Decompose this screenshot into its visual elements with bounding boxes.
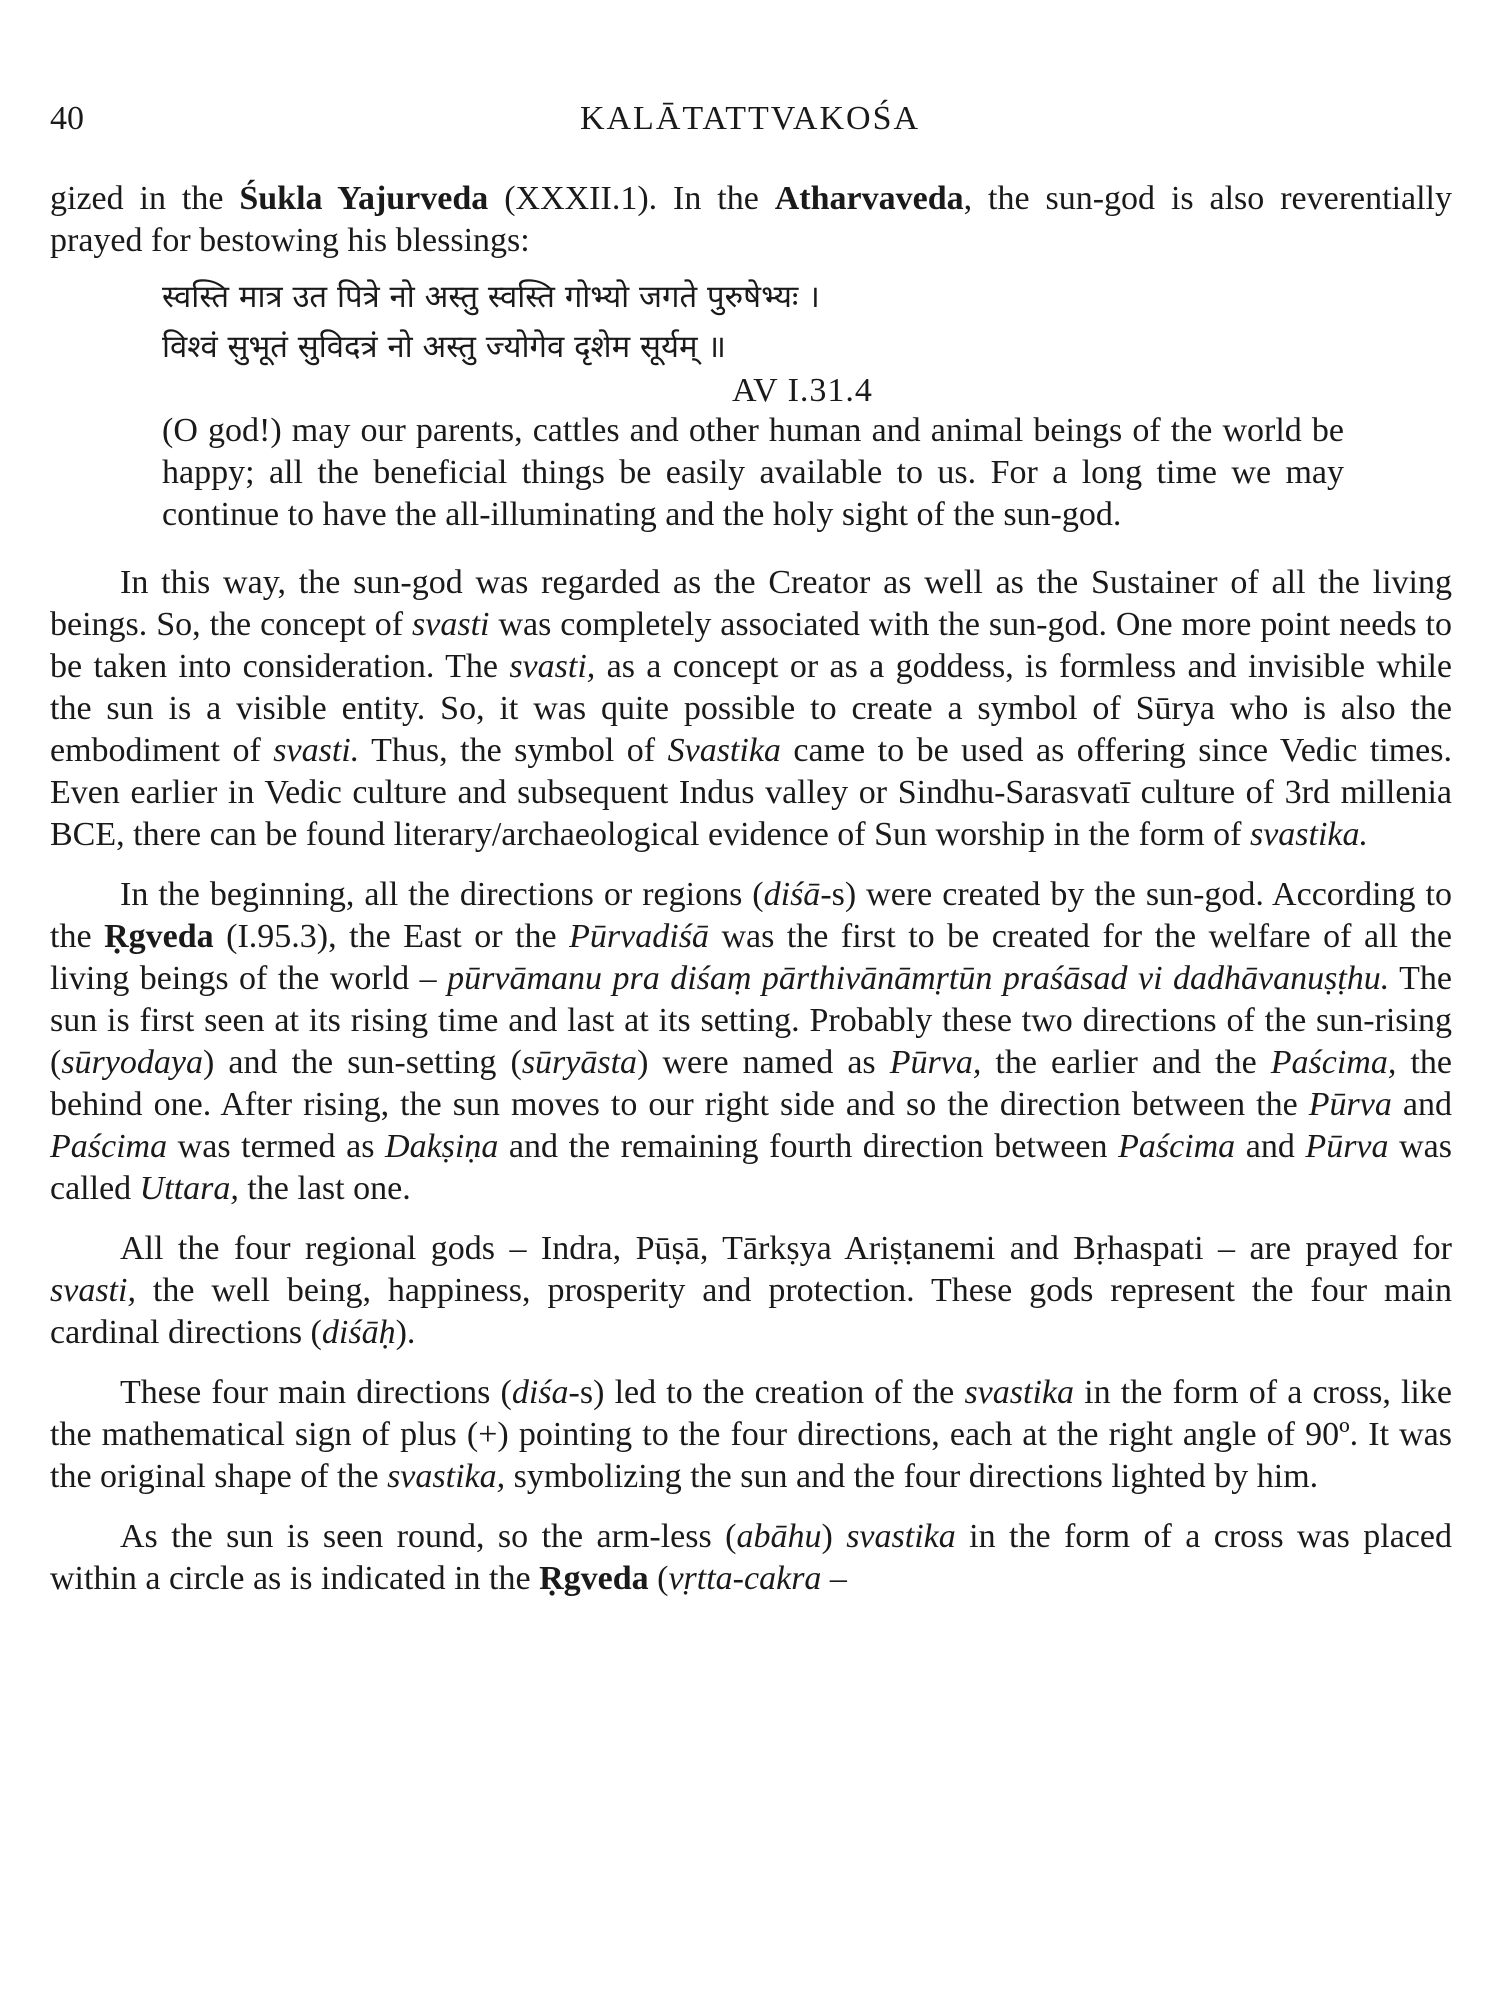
verse-line-1: स्वस्ति मात्र उत पित्रे नो अस्तु स्वस्ति गोभ्यो जगते पुरुषेभ्यः । xyxy=(162,279,820,315)
paragraph-circle-svastika: As the sun is seen round, so the arm-less (abāhu) svastika in the form of a cross was placed within a circle as is indicated in the Ṛgveda (vṛtta-cakra – xyxy=(50,1518,1452,1597)
sanskrit-verse xyxy=(162,272,1452,372)
page-header xyxy=(50,100,1450,150)
text-title-sukla-yajurveda: Śukla Yajurveda xyxy=(239,180,489,217)
page-number: 40 xyxy=(50,100,84,137)
paragraph-directions: In the beginning, all the directions or regions (diśā-s) were created by the sun-god. According to the Ṛgveda (I.95.3), the East or the Pūrvadiśā was the first to be created for the welfare of all the living beings of the world – pūrvāmanu pra diśaṃ pārthivānāmṛtūn praśāsad vi dadhāvanuṣṭhu. The sun is first seen at its rising time and last at its setting. Probably these two directions of the sun-rising (sūryodaya) and the sun-setting (sūryāsta) were named as Pūrva, the earlier and the Paścima, the behind one. After rising, the sun moves to our right side and so the direction between the Pūrva and Paścima was termed as Dakṣiṇa and the remaining fourth direction between Paścima and Pūrva was called Uttara, the last one. xyxy=(50,876,1453,1207)
intro-paragraph: gized in the Śukla Yajurveda (XXXII.1). In the Atharvaveda, the sun-god is also reverentially prayed for bestowing his blessings: xyxy=(50,180,1452,259)
text-title-atharvaveda: Atharvaveda xyxy=(774,180,964,217)
paragraph-svasti-sun-god: In this way, the sun-god was regarded as the Creator as well as the Sustainer of all the living beings. So, the concept of svasti was completely associated with the sun-god. One more point needs to be taken into consideration. The svasti, as a concept or as a goddess, is formless and invisible while the sun is a visible entity. So, it was quite possible to create a symbol of Sūrya who is also the embodiment of svasti. Thus, the symbol of Svastika came to be used as offering since Vedic times. Even earlier in Vedic culture and subsequent Indus valley or Sindhu-Sarasvatī culture of 3rd millenia BCE, there can be found literary/archaeological evidence of Sun worship in the form of svastika. xyxy=(50,564,1453,853)
verse-reference: AV I.31.4 xyxy=(732,372,873,409)
paragraph-cross-shape: These four main directions (diśa-s) led to the creation of the svastika in the form of a cross, like the mathematical sign of plus (+) pointing to the four directions, each at the right angle of 90º. It was the original shape of the svastika, symbolizing the sun and the four directions lighted by him. xyxy=(50,1374,1452,1495)
running-title: KALĀTATTVAKOŚA xyxy=(579,100,921,137)
paragraph-regional-gods: All the four regional gods – Indra, Pūṣā, Tārkṣya Ariṣṭanemi and Bṛhaspati – are prayed for svasti, the well being, happiness, prosperity and protection. These gods represent the four main cardinal directions (diśāḥ). xyxy=(50,1230,1452,1351)
verse-line-2: विश्वं सुभूतं सुविदत्रं नो अस्तु ज्योगेव दृशेम सूर्यम् ॥ xyxy=(162,329,726,365)
verse-translation: (O god!) may our parents, cattles and other human and animal beings of the world be happy; all the beneficial things be easily available to us. For a long time we may continue to have the all-illuminating and the holy sight of the sun-god. xyxy=(162,412,1344,533)
page-body xyxy=(50,178,1452,1600)
